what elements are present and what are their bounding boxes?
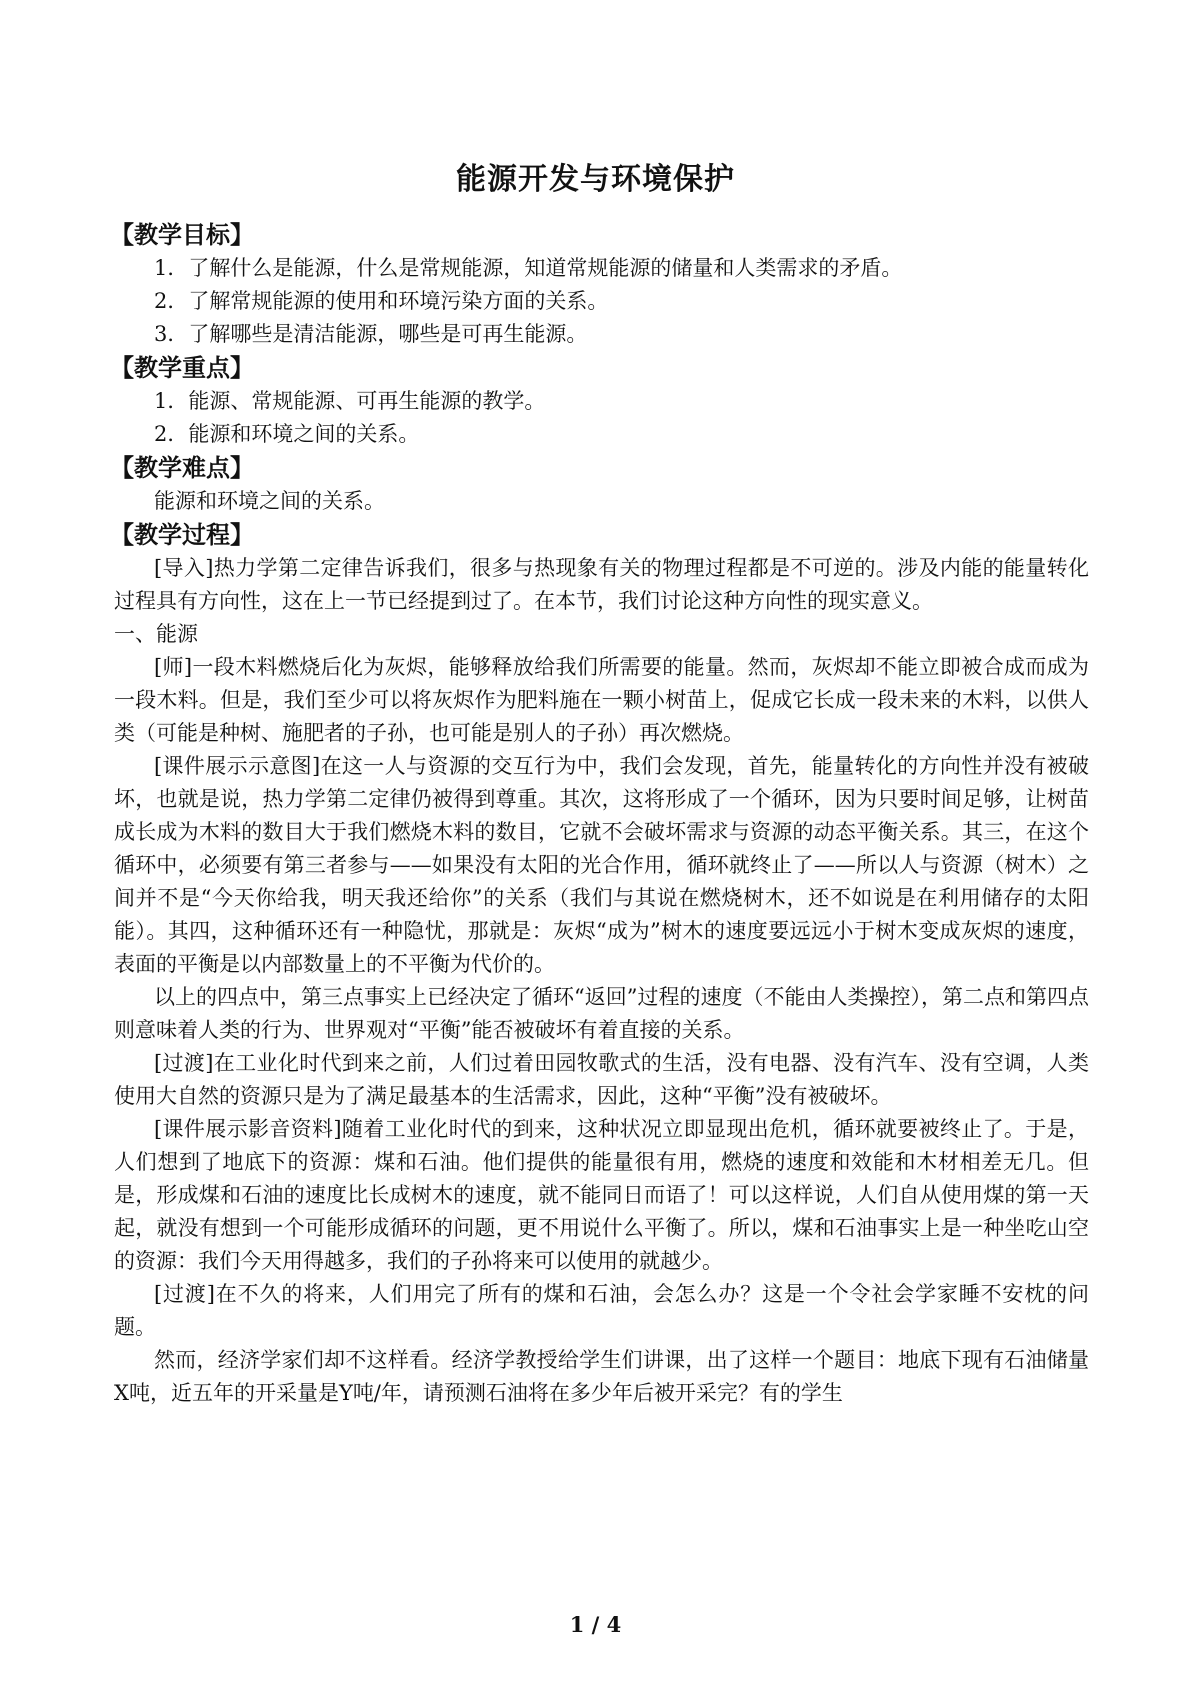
- process-paragraph-teacher: [师]一段木料燃烧后化为灰烬，能够释放给我们所需要的能量。然而，灰烬却不能立即被合成而成为一段木料。但是，我们至少可以将灰烬作为肥料施在一颗小树苗上，促成它长成一段未来的木料，以供人类（可能是种树、施肥者的子孙，也可能是别人的子孙）再次燃烧。: [114, 655, 1089, 745]
- process-subheading-energy: 一、能源: [114, 622, 198, 646]
- difficulty-item-1: 能源和环境之间的关系。: [154, 489, 385, 513]
- section-heading-key-points: 【教学重点】: [110, 353, 254, 382]
- document-title: 能源开发与环境保护: [456, 162, 735, 197]
- process-paragraph-transition-1: [过渡]在工业化时代到来之前，人们过着田园牧歌式的生活，没有电器、没有汽车、没有空调，人类使用大自然的资源只是为了满足最基本的生活需求，因此，这种“平衡”没有被破坏。: [114, 1051, 1089, 1108]
- section-heading-goals: 【教学目标】: [110, 220, 254, 249]
- process-paragraph-summary: 以上的四点中，第三点事实上已经决定了循环“返回”过程的速度（不能由人类操控），第二点和第四点则意味着人类的行为、世界观对“平衡”能否被破坏有着直接的关系。: [114, 985, 1089, 1042]
- process-paragraph-transition-2: [过渡]在不久的将来，人们用完了所有的煤和石油，会怎么办？这是一个令社会学家睡不安枕的问题。: [114, 1282, 1089, 1339]
- process-paragraph-media: [课件展示影音资料]随着工业化时代的到来，这种状况立即显现出危机，循环就要被终止了。于是，人们想到了地底下的资源：煤和石油。他们提供的能量很有用，燃烧的速度和效能和木材相差无几。但是，形成煤和石油的速度比长成树木的速度，就不能同日而语了！可以这样说，人们自从使用煤的第一天起，就没有想到一个可能形成循环的问题，更不用说什么平衡了。所以，煤和石油事实上是一种坐吃山空的资源：我们今天用得越多，我们的子孙将来可以使用的就越少。: [114, 1117, 1089, 1273]
- process-paragraph-intro: [导入]热力学第二定律告诉我们，很多与热现象有关的物理过程都是不可逆的。涉及内能的能量转化过程具有方向性，这在上一节已经提到过了。在本节，我们讨论这种方向性的现实意义。: [114, 556, 1089, 613]
- process-paragraph-economists: 然而，经济学家们却不这样看。经济学教授给学生们讲课，出了这样一个题目：地底下现有石油储量X吨，近五年的开采量是Y吨/年，请预测石油将在多少年后被开采完？有的学生: [114, 1348, 1089, 1405]
- key-point-item-2: 2．能源和环境之间的关系。: [154, 422, 420, 446]
- page-number: 1 / 4: [569, 1612, 622, 1637]
- document-body: [110, 218, 1089, 1410]
- goal-item-3: 3．了解哪些是清洁能源，哪些是可再生能源。: [154, 322, 588, 346]
- section-heading-difficulties: 【教学难点】: [110, 453, 254, 482]
- section-heading-process: 【教学过程】: [110, 520, 254, 549]
- key-point-item-1: 1．能源、常规能源、可再生能源的教学。: [154, 389, 546, 413]
- process-paragraph-diagram: [课件展示示意图]在这一人与资源的交互行为中，我们会发现，首先，能量转化的方向性并没有被破坏，也就是说，热力学第二定律仍被得到尊重。其次，这将形成了一个循环，因为只要时间足够，让树苗成长成为木料的数目大于我们燃烧木料的数目，它就不会破坏需求与资源的动态平衡关系。其三，在这个循环中，必须要有第三者参与——如果没有太阳的光合作用，循环就终止了——所以人与资源（树木）之间并不是“今天你给我，明天我还给你”的关系（我们与其说在燃烧树木，还不如说是在利用储存的太阳能）。其四，这种循环还有一种隐忧，那就是：灰烬“成为”树木的速度要远远小于树木变成灰烬的速度，表面的平衡是以内部数量上的不平衡为代价的。: [114, 754, 1089, 976]
- goal-item-1: 1．了解什么是能源，什么是常规能源，知道常规能源的储量和人类需求的矛盾。: [154, 256, 903, 280]
- goal-item-2: 2．了解常规能源的使用和环境污染方面的关系。: [154, 289, 609, 313]
